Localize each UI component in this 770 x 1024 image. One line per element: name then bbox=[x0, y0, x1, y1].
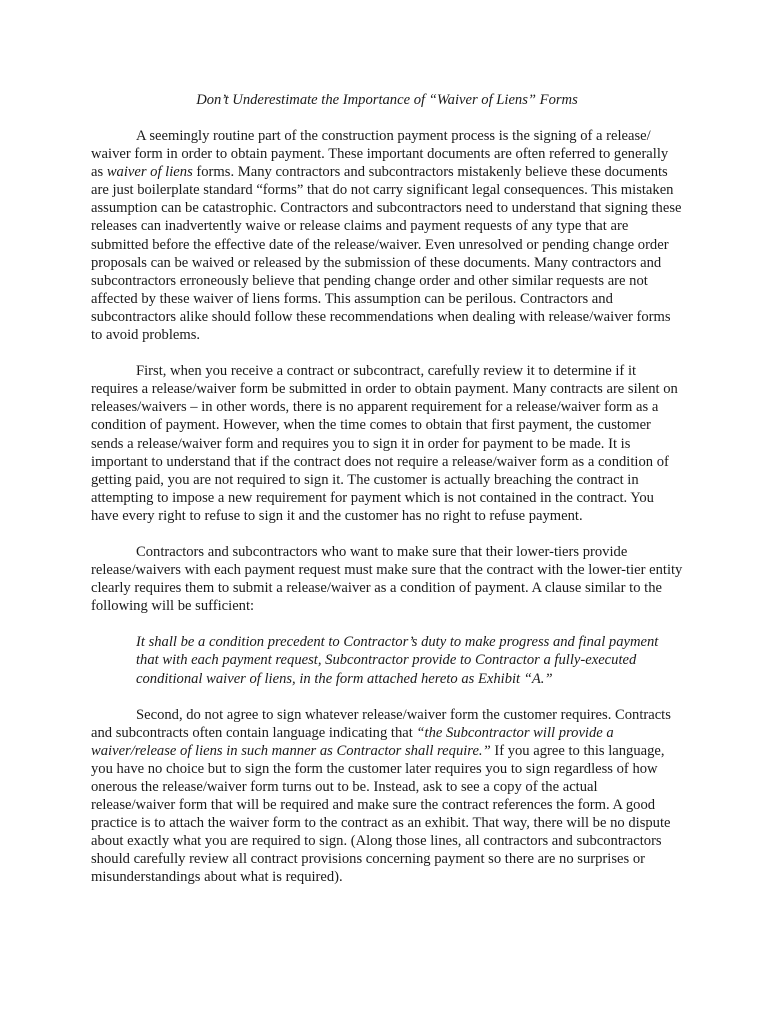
document-body bbox=[91, 91, 683, 905]
paragraph-second-text-b: If you agree to this language, you have no choice but to sign the form the customer later requires you to sign regardless of how onerous the release/waiver form turns out to be. Instead, ask to see a copy of the actual release/waiver form that will be required and make sure the contract references the form. A good practice is to attach the waiver form to the contract as an exhibit. That way, there will be no dispute about exactly what you are required to sign. (Along those lines, all contractors and subcontractors should carefully review all contract provisions concerning payment so there are no surprises or misunderstandings about what is required). bbox=[91, 742, 671, 886]
paragraph-intro-text-b: forms. Many contractors and subcontractors mistakenly believe these documents are just boilerplate standard “forms” that do not carry significant legal consequences. This mistaken assumption can be catastrophic. Contractors and subcontractors need to understand that signing these releases can inadvertently waive or release claims and payment requests of any type that are submitted before the effective date of the release/waiver. Even unresolved or pending change order proposals can be waived or released by the submission of these documents. Many contractors and subcontractors erroneously believe that pending change order and other similar requests are not affected by these waiver of liens forms. This assumption can be perilous. Contractors and subcontractors alike should follow these recommendations when dealing with release/waiver forms to avoid problems. bbox=[91, 164, 682, 344]
paragraph-second-text-a: Second, do not agree to sign whatever release/waiver form the customer requires. Contracts and subcontracts often contain language indicating that bbox=[91, 706, 671, 741]
sample-clause-quote: It shall be a condition precedent to Contractor’s duty to make progress and final payment that with each payment request, Subcontractor provide to Contractor a fully-executed conditional waiver of liens, in the form attached hereto as Exhibit “A.” bbox=[136, 634, 659, 687]
paragraph-second-emphasis: “the Subcontractor will provide a waiver/release of liens in such manner as Contractor shall require.” bbox=[91, 724, 614, 759]
paragraph-intro bbox=[91, 127, 683, 344]
document-title: Don’t Underestimate the Importance of “Waiver of Liens” Forms bbox=[196, 92, 578, 108]
paragraph-intro-text-a: A seemingly routine part of the construction payment process is the signing of a release/ waiver form in order to obtain payment. These important documents are often referred to generally as bbox=[91, 128, 669, 181]
paragraph-intro-emphasis: waiver of liens bbox=[106, 164, 193, 181]
paragraph-first-recommendation: First, when you receive a contract or subcontract, carefully review it to determine if it requires a release/waiver form be submitted in order to obtain payment. Many contracts are silent on releases/waivers – in other words, there is no apparent requirement for a release/waiver form as a condition of payment. However, when the time comes to obtain that first payment, the customer sends a release/waiver form and requires you to sign it in order for payment to be made. It is important to understand that if the contract does not require a release/waiver form as a condition of getting paid, you are not required to sign it. The customer is actually breaching the contract in attempting to impose a new requirement for payment which is not contained in the contract. You have every right to refuse to sign it and the customer has no right to refuse payment. bbox=[91, 363, 678, 524]
paragraph-lower-tier: Contractors and subcontractors who want to make sure that their lower-tiers provide release/waivers with each payment request must make sure that the contract with the lower-tier entity clearly requires them to submit a release/waiver as a condition of payment. A clause similar to the following will be sufficient: bbox=[91, 543, 683, 615]
paragraph-second-recommendation bbox=[91, 706, 683, 887]
